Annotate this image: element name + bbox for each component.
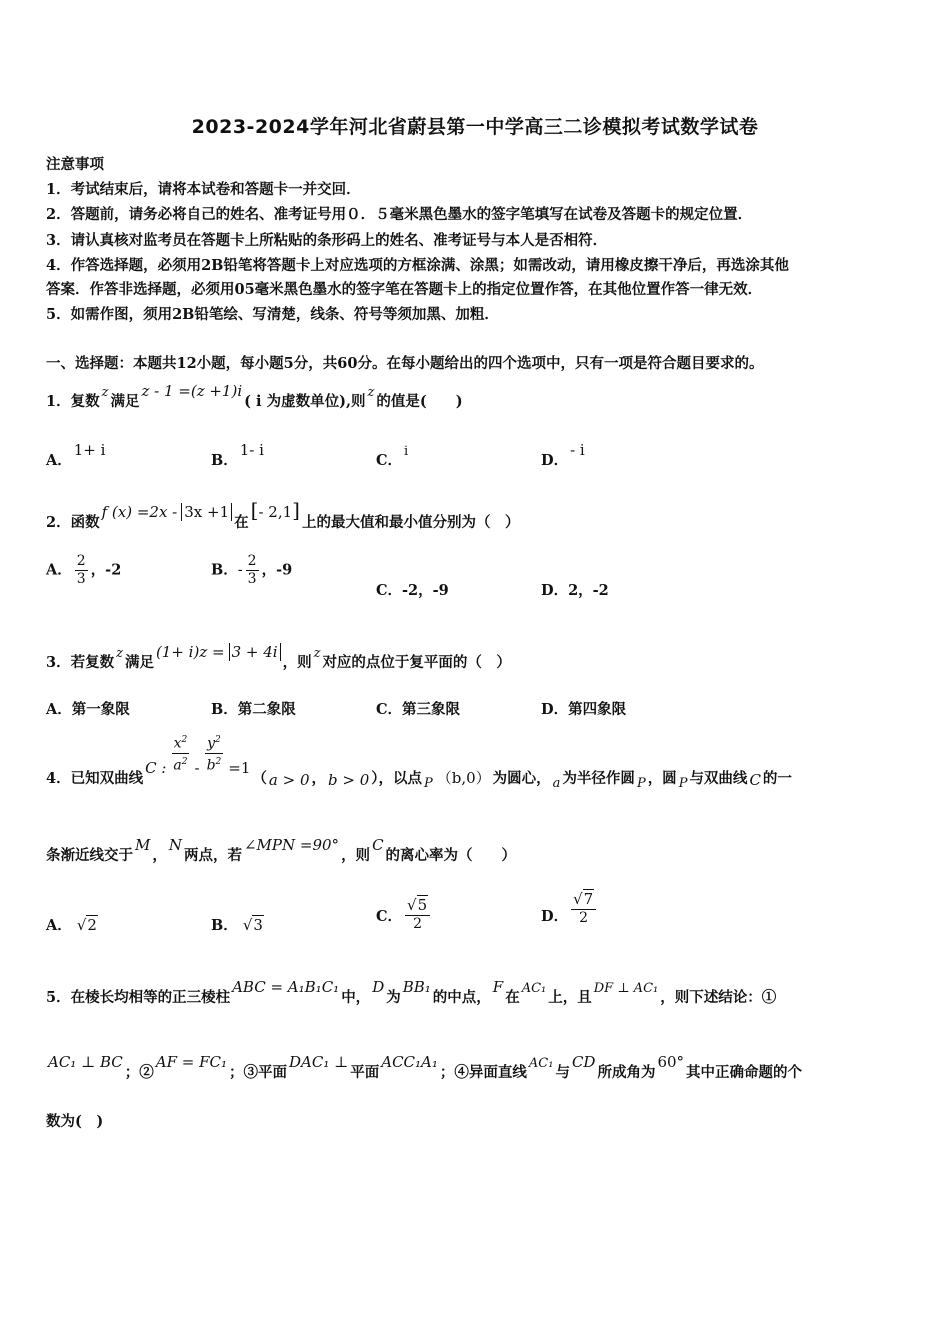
q4-option-b: B． √3: [211, 916, 263, 934]
q4-option-c: C． $\frac{√5}{2}$: [376, 897, 433, 933]
question-5-end: 数为( ): [46, 1113, 104, 1130]
q2-option-a: A． $\frac{2}{3}$ ，-2: [46, 553, 122, 587]
q2-option-b: B．- $\frac{2}{3}$ ，-9: [211, 553, 293, 587]
q1-option-c: C．i: [376, 444, 409, 469]
q4-option-d: D． $\frac{√7}{2}$: [541, 891, 599, 927]
q4-option-a: A． √2: [46, 916, 97, 934]
notice-item: 2．答题前，请务必将自己的姓名、准考证号用０．５毫米黑色墨水的签字笔填写在试卷及答题卡的规定位置．: [46, 206, 753, 223]
notice-item: 5．如需作图，须用2B铅笔绘、写清楚，线条、符号等须加黑、加粗．: [46, 306, 499, 323]
q3-option-d: D．第四象限: [541, 701, 627, 718]
notice-item: 1．考试结束后，请将本试卷和答题卡一并交回．: [46, 181, 361, 198]
notice-item: 答案．作答非选择题，必须用05毫米黑色墨水的签字笔在答题卡上的指定位置作答，在其他位置作答一律无效．: [46, 281, 763, 298]
notice-heading: 注意事项: [46, 156, 104, 173]
exam-title: 2023-2024学年河北省蔚县第一中学高三二诊模拟考试数学试卷: [191, 116, 759, 138]
notice-item: 3．请认真核对监考员在答题卡上所粘贴的条形码上的姓名、准考证号与本人是否相符．: [46, 232, 608, 249]
q2-option-d: D．2，-2: [541, 582, 609, 599]
q3-option-b: B．第二象限: [211, 701, 296, 718]
question-1: 1．复数z满足z - 1 =(z +1)i( i 为虚数单位),则z的值是( ): [46, 382, 463, 410]
question-3: 3．若复数z满足(1+ i)z = 3 + 4i，则z对应的点位于复平面的（ ）: [46, 643, 511, 671]
question-5-cont: AC₁ ⊥ BC；②AF = FC₁；③平面DAC₁ ⊥平面ACC₁A₁；④异面直线AC₁与CD所成角为60°其中正确命题的个: [48, 1053, 803, 1081]
notice-item: 4．作答选择题，必须用2B铅笔将答题卡上对应选项的方框涂满、涂黑；如需改动，请用橡皮擦干净后，再选涂其他: [46, 257, 789, 274]
question-4: 4．已知双曲线C : $\frac{x^2}{a^2}$ - $\frac{y^2}{b^2}$ =1（ a > 0 ， b > 0 ），以点 P （b,0） 为圆心， a 为半径作圆 P ，圆 P 与双曲线 C 的一: [46, 732, 792, 774]
q1-option-a: A．1+ i: [46, 441, 106, 469]
section-heading: 一、选择题：本题共12小题，每小题5分，共60分。在每小题给出的四个选项中，只有一项是符合题目要求的。: [46, 355, 764, 372]
q3-option-a: A．第一象限: [46, 701, 130, 718]
q3-option-c: C．第三象限: [376, 701, 461, 718]
q1-option-b: B．1- i: [211, 441, 264, 469]
question-2: 2．函数f (x) =2x - 3x +1在[- 2,1]上的最大值和最小值分别为（ ）: [46, 498, 520, 531]
q1-option-d: D．- i: [541, 441, 585, 469]
question-5: 5．在棱长均相等的正三棱柱ABC = A₁B₁C₁中，D为BB₁的中点，F在AC₁上，且DF ⊥ AC₁，则下述结论：①: [46, 978, 777, 1006]
question-4-cont: 条渐近线交于M，N两点，若∠MPN =90°，则C的离心率为（ ）: [46, 836, 517, 864]
q2-option-c: C．-2，-9: [376, 582, 449, 599]
